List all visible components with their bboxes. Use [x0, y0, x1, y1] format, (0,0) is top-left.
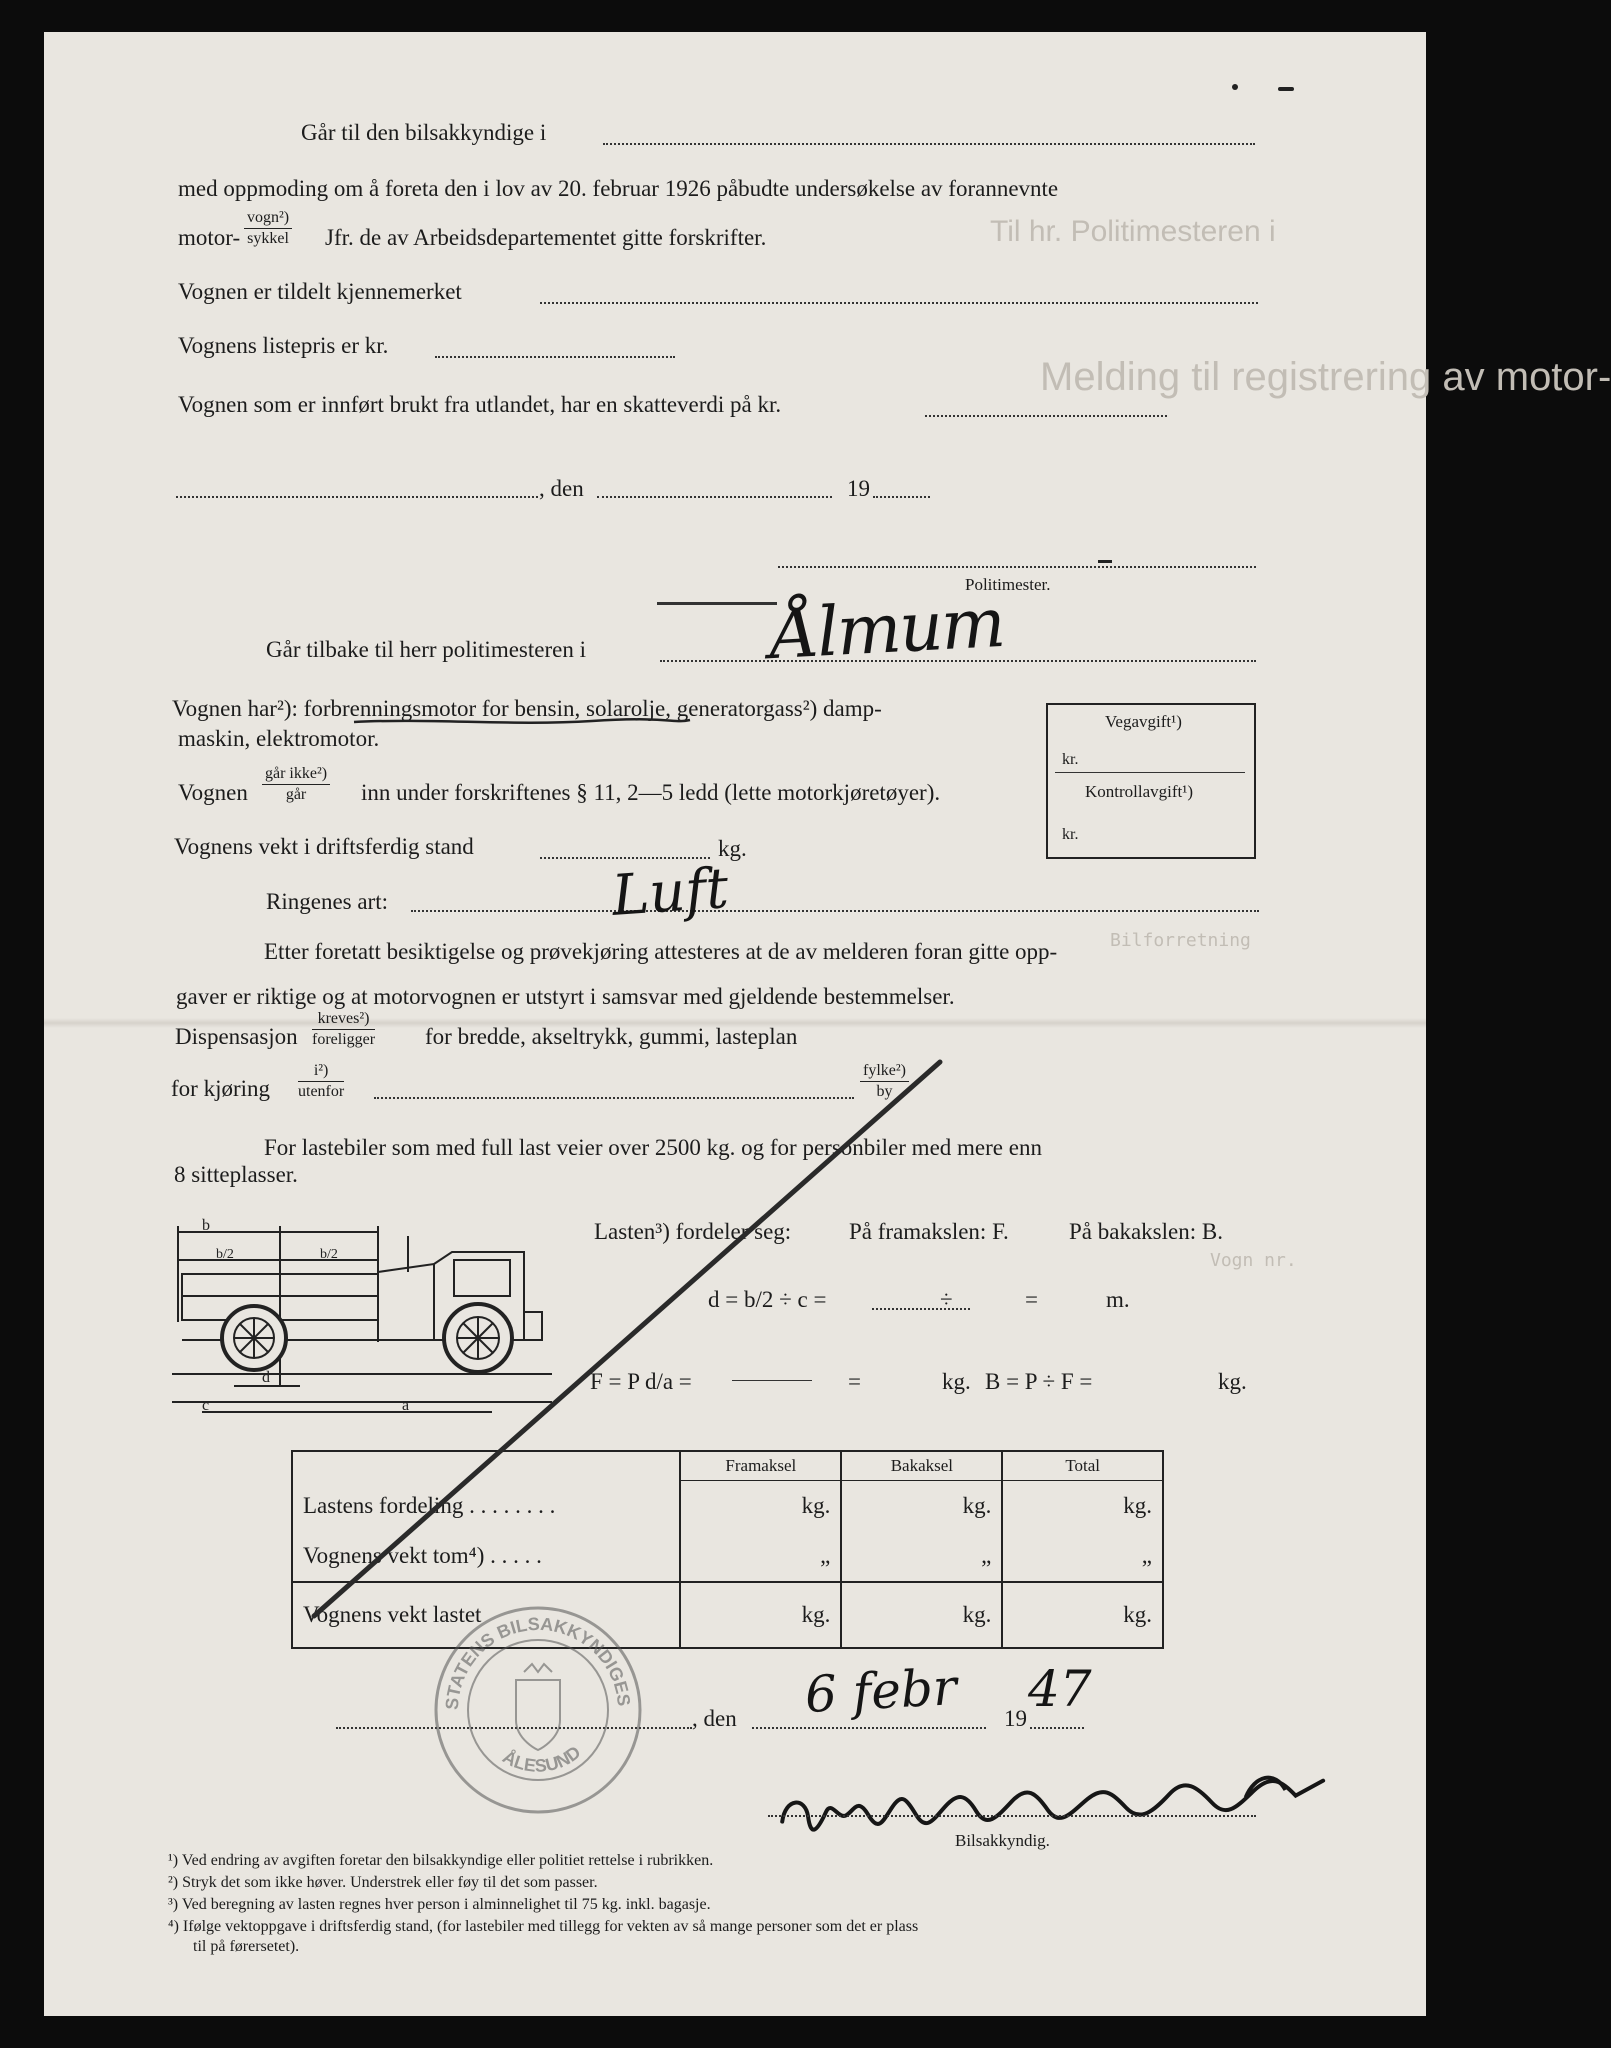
dispensation-label: Dispensasjon: [175, 1024, 298, 1049]
tax-value-field[interactable]: [925, 415, 1167, 417]
diagonal-cancel-stroke: [300, 1050, 960, 1630]
formula-f-equals: =: [848, 1369, 861, 1394]
dispensation-scope: for bredde, akseltrykk, gummi, lasteplan: [425, 1024, 798, 1049]
attestation-line2: gaver er riktige og at motorvognen er utstyrt i samsvar med gjeldende bestemmelser.: [176, 984, 955, 1009]
footnote: ³) Ved beregning av lasten regnes hver person i alminnelighet til 75 kg. inkl. bagasje.: [168, 1896, 711, 1913]
expert-label: Bilsakkyndig.: [955, 1831, 1050, 1850]
police-chief-label: Politimester.: [965, 575, 1051, 594]
formula-d-equals: =: [1025, 1287, 1038, 1312]
motor-fraction: vogn²) sykkel: [244, 210, 292, 247]
date-field-bottom[interactable]: [752, 1727, 986, 1729]
official-stamp: [428, 1600, 648, 1820]
tyres-label: Ringenes art:: [266, 889, 388, 914]
load-distribution-label: Lasten³) fordeler seg:: [594, 1219, 792, 1244]
bleed-text: Vogn nr.: [1210, 1250, 1297, 1271]
lorry-rule-line2: 8 sitteplasser.: [174, 1162, 298, 1187]
date-field[interactable]: [597, 496, 832, 498]
tax-value-label: Vognen som er innført brukt fra utlandet, har en skatteverdi på kr.: [178, 392, 782, 417]
rear-axle-cell[interactable]: kg.: [841, 1582, 1002, 1648]
vognen-label: Vognen: [178, 780, 248, 805]
road-fee-kr: kr.: [1062, 751, 1079, 768]
reg-mark-label: Vognen er tildelt kjennemerket: [178, 279, 462, 304]
footnote: ¹) Ved endring av avgiften foretar den bilsakkyndige eller politiet rettelse i rubrikken.: [168, 1852, 714, 1869]
front-axle-cell[interactable]: kg.: [680, 1481, 841, 1532]
formula-b-unit: kg.: [1218, 1369, 1247, 1394]
formula-f: F = P d/a =: [590, 1369, 692, 1394]
driving-fraction: i²) utenfor: [298, 1062, 345, 1100]
rear-axle-cell[interactable]: kg.: [841, 1481, 1002, 1532]
total-cell[interactable]: kg.: [1002, 1582, 1163, 1648]
fee-box-divider: [1055, 772, 1245, 773]
control-fee-kr: kr.: [1062, 826, 1079, 843]
formula-f-unit: kg.: [942, 1369, 971, 1394]
bleed-text: Bilforretning: [1110, 930, 1251, 951]
police-signature: Ålmum: [768, 583, 1006, 676]
year-field[interactable]: [873, 496, 930, 498]
request-line: med oppmoding om å foreta den i lov av 20. februar 1926 påbudte undersøkelse av forannevnte: [178, 176, 1059, 201]
diagram-label-a: a: [402, 1397, 410, 1414]
footnote: til på førersetet).: [193, 1938, 300, 1955]
bleed-text: Melding til registrering av motor-: [1040, 355, 1611, 399]
county-fraction: fylke²) by: [860, 1063, 909, 1100]
list-price-field[interactable]: [435, 356, 675, 358]
total-cell[interactable]: kg.: [1002, 1481, 1163, 1532]
row-label: Vognens vekt lastet: [292, 1582, 680, 1648]
diagram-label-b-half: b/2: [216, 1247, 234, 1262]
date-label-bottom: , den: [692, 1706, 737, 1731]
header-front-axle: Framaksel: [680, 1451, 841, 1481]
diagram-label-b-half: b/2: [320, 1247, 338, 1262]
footnote: ²) Stryk det som ikke høver. Understrek eller føy til det som passer.: [168, 1874, 598, 1891]
expert-signature-field[interactable]: [768, 1815, 1256, 1817]
control-fee-label: Kontrollavgift¹): [1085, 782, 1194, 801]
stamp-crown-icon: [524, 1664, 552, 1672]
formula-d-unit: m.: [1106, 1287, 1130, 1312]
rear-axle-cell[interactable]: „: [841, 1531, 1002, 1582]
weight-label: Vognens vekt i driftsferdig stand: [174, 834, 474, 859]
stamp-text-top: STATENS BILSAKKYNDIGES: [441, 1613, 635, 1711]
engine-type-line1: Vognen har²): forbrenningsmotor for bensin, solarolje, generatorgass²) damp-: [172, 696, 882, 721]
road-fee-label: Vegavgift¹): [1105, 712, 1182, 731]
stamp-shield-icon: [516, 1680, 560, 1750]
regulation-reference: Jfr. de av Arbeidsdepartementet gitte forskrifter.: [325, 225, 767, 250]
diagram-label-b: b: [202, 1217, 210, 1234]
motor-prefix: motor-: [178, 225, 241, 250]
underline-mark: [352, 714, 692, 728]
light-vehicle-fraction: går ikke²) går: [262, 766, 330, 803]
stamp-text-bottom: ÅLESUND: [499, 1741, 585, 1776]
rear-axle-label: På bakakslen: B.: [1069, 1219, 1223, 1244]
attestation-line1: Etter foretatt besiktigelse og prøvekjøring attesteres at de av melderen foran gitte opp-: [264, 939, 1058, 964]
diagram-label-c: c: [202, 1397, 210, 1414]
ink-speck: [1278, 87, 1294, 91]
diagram-label-d: d: [262, 1369, 270, 1386]
ink-speck: [1232, 84, 1238, 90]
police-signature-field[interactable]: [778, 566, 1256, 568]
engine-type-line2: maskin, elektromotor.: [178, 726, 380, 751]
police-location-field[interactable]: [660, 660, 1256, 662]
ink-speck: [1098, 560, 1112, 563]
expert-location-field[interactable]: [603, 143, 1255, 145]
row-label: Lastens fordeling . . . . . . . .: [303, 1492, 556, 1518]
formula-d-minus: ÷: [940, 1287, 953, 1312]
handwritten-year: 47: [1028, 1660, 1092, 1718]
header-total: Total: [1002, 1451, 1163, 1481]
weight-unit: kg.: [718, 836, 747, 861]
list-price-label: Vognens listepris er kr.: [178, 333, 389, 358]
signature-stroke: [657, 602, 777, 605]
total-cell[interactable]: „: [1002, 1531, 1163, 1582]
driving-label: for kjøring: [171, 1076, 271, 1101]
front-axle-cell[interactable]: kg.: [680, 1582, 841, 1648]
date-label: , den: [539, 476, 584, 501]
light-vehicle-rule: inn under forskriftenes § 11, 2—5 ledd (lette motorkjøretøyer).: [361, 780, 941, 805]
row-label: Vognens vekt tom⁴) . . . . .: [303, 1543, 542, 1568]
tyres-handwriting: Luft: [609, 856, 731, 929]
year-field-bottom[interactable]: [1030, 1727, 1084, 1729]
handwritten-date: 6 febr: [803, 1658, 959, 1724]
reg-mark-field[interactable]: [540, 302, 1258, 304]
goes-to-expert-label: Går til den bilsakkyndige i: [301, 120, 547, 145]
lorry-rule-line1: For lastebiler som med full last veier over 2500 kg. og for personbiler med mere enn: [264, 1135, 1042, 1160]
tyres-field[interactable]: [411, 910, 1259, 912]
place-field[interactable]: [176, 496, 538, 498]
year-label: 19: [847, 476, 870, 501]
front-axle-label: På framakslen: F.: [849, 1219, 1009, 1244]
bleed-text: Til hr. Politimesteren i: [990, 215, 1276, 248]
footnote: ⁴) Ifølge vektoppgave i driftsferdig stand, (for lastebiler med tillegg for vekten av så mange personer som det er plass: [168, 1918, 919, 1935]
formula-d: d = b/2 ÷ c =: [708, 1287, 827, 1312]
front-axle-cell[interactable]: „: [680, 1531, 841, 1582]
back-to-police-label: Går tilbake til herr politimesteren i: [266, 637, 586, 662]
formula-b: B = P ÷ F =: [985, 1369, 1093, 1394]
year-label-bottom: 19: [1004, 1706, 1027, 1731]
dispensation-fraction: kreves²) foreligger: [312, 1010, 376, 1048]
header-rear-axle: Bakaksel: [841, 1451, 1002, 1481]
